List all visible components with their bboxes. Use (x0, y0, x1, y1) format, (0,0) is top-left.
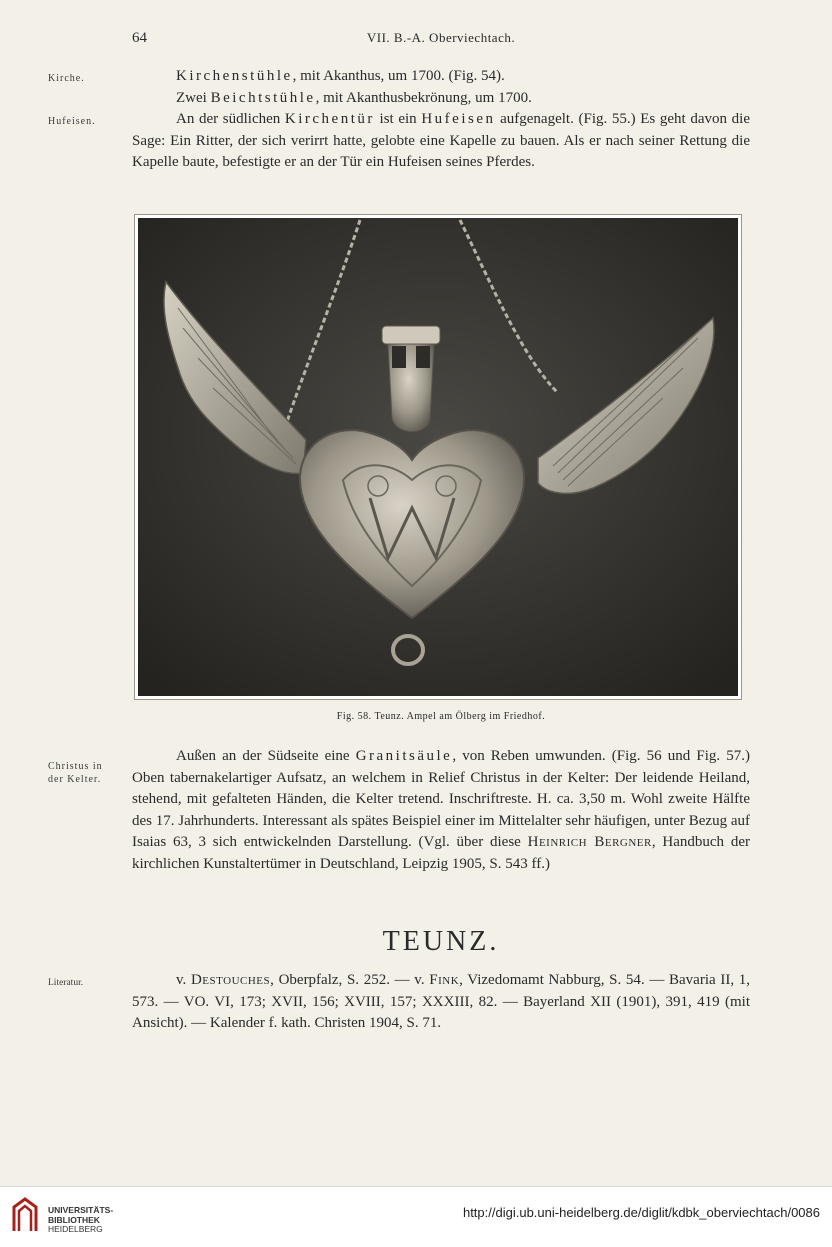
margin-note-literatur: Literatur. (48, 978, 84, 988)
running-title: VII. B.-A. Oberviechtach. (366, 30, 516, 45)
permalink-url[interactable]: http://digi.ub.uni-heidelberg.de/diglit/kdbk_oberviechtach/0086 (462, 1205, 820, 1220)
literature-paragraph: v. Destouches, Oberpfalz, S. 252. — v. Fink, Vizedomamt Nabburg, S. 54. — Bavaria II, 1, 573. — VO. VI, 173; XVII, 156; XVIII, 157; XXXIII, 82. — Bayerland XII (1901), 391, 419 (mit Ansicht). — Kalender f. kath. Christen 1904, S. 71. (132, 972, 750, 1032)
paragraph-granitsaeule: Außen an der Südseite eine Granitsäule, von Reben umwunden. (Fig. 56 und Fig. 57.) Oben tabernakelartiger Aufsatz, an welchem in Relief Christus in der Kelter: Der leidende Heiland, stehend, mit gefalteten Händen, die Kelter tretend. Inschriftreste. H. ca. 3,50 m. Wohl zweite Hälfte des 17. Jahrhunderts. Interessant als spätes Beispiel einer im Mittelalter sehr häufigen, unter Bezug auf Isaias 63, 3 sich entwickelnden Darstellung. (Vgl. über diese Heinrich Bergner, Handbuch der kirchlichen Kunstaltertümer in Deutschland, Leipzig 1905, S. 543 ff.) (132, 748, 750, 872)
spaced-term: Beichtstühle (210, 89, 316, 106)
spaced-term: Kirchentür (284, 111, 375, 128)
author-name: Fink (429, 972, 460, 988)
author-name: Destouches (190, 972, 271, 988)
university-library-logo[interactable] (10, 1195, 190, 1235)
author-name: Heinrich Bergner (527, 834, 652, 851)
margin-note-hufeisen: Hufeisen. (48, 116, 96, 127)
photo-lamp (138, 218, 738, 696)
margin-note-christus-2: der Kelter. (48, 774, 102, 785)
margin-note-christus-1: Christus in (48, 761, 103, 772)
paragraph-kirchenstuehle: Kirchenstühle, mit Akanthus, um 1700. (Fig. 54). (176, 68, 505, 84)
viewer-footer (0, 1186, 832, 1247)
figure-58 (134, 214, 742, 700)
spaced-term: Hufeisen (421, 111, 496, 128)
page-header (132, 30, 750, 52)
library-logo-icon (10, 1197, 40, 1233)
paragraph-beichtstuehle: Zwei Beichtstühle, mit Akanthusbekrönung, um 1700. (176, 89, 532, 106)
margin-note-kirche: Kirche. (48, 73, 85, 84)
section-title: TEUNZ. (382, 926, 500, 957)
spaced-term: Granitsäule (355, 748, 453, 764)
spaced-term: Kirchenstühle (176, 68, 293, 84)
lamp-cup (382, 326, 440, 344)
paragraph-hufeisen: An der südlichen Kirchentür ist ein Hufeisen aufgenagelt. (Fig. 55.) Es geht davon die Sage: Ein Ritter, der sich verirrt hatte, gelobte eine Kapelle zu bauen. Als er nach seiner Rettung die Kapelle baute, befestigte er an der Tür ein Hufeisen seines Pferdes. (132, 111, 750, 171)
body-section-2 (132, 746, 750, 876)
lamp-illustration (138, 218, 738, 696)
body-section-1 (132, 66, 750, 174)
page-number: 64 (132, 30, 147, 46)
figure-caption: Fig. 58. Teunz. Ampel am Ölberg im Friedhof. (336, 711, 546, 722)
library-logo-text: UNIVERSITÄTS- BIBLIOTHEK HEIDELBERG (48, 1205, 114, 1234)
literature-block (132, 970, 750, 1035)
